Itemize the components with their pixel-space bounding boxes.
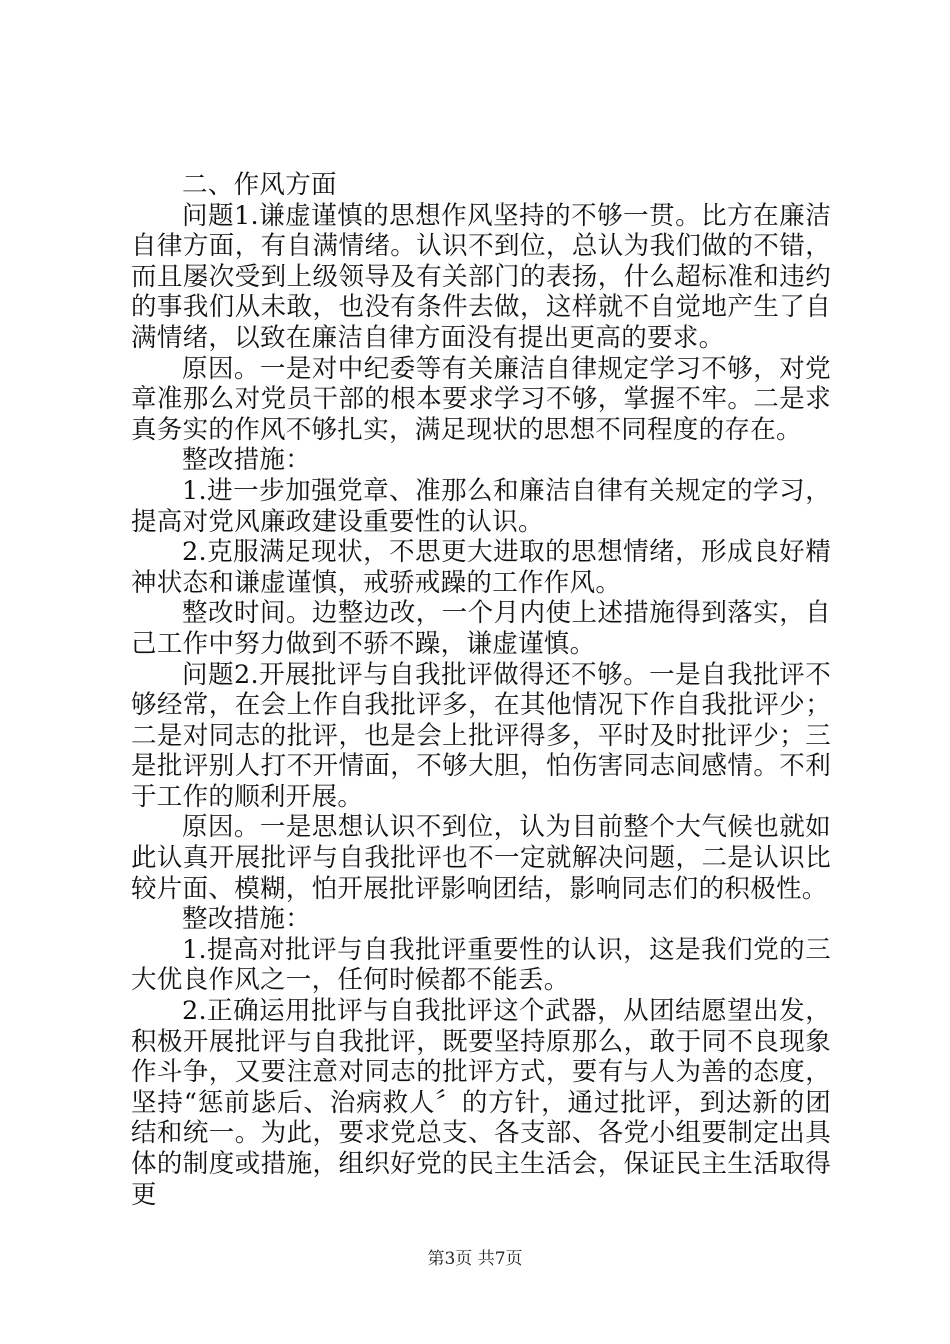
paragraph-timeline-1: 整改时间。边整边改，一个月内使上述措施得到落实，自己工作中努力做到不骄不躁，谦虚谨慎。	[131, 598, 831, 659]
paragraph-cause-2: 原因。一是思想认识不到位，认为目前整个大气候也就如此认真开展批评与自我批评也不一定就解决问题，二是认识比较片面、模糊，怕开展批评影响团结，影响同志们的积极性。	[131, 812, 831, 904]
document-body	[131, 170, 831, 1210]
paragraph-measures-heading-2: 整改措施：	[182, 904, 312, 935]
paragraph-measure-2-1: 1.提高对批评与自我批评重要性的认识，这是我们党的三大优良作风之一，任何时候都不能丢。	[131, 934, 831, 996]
section-heading: 二、作风方面	[182, 170, 337, 200]
paragraph-problem-1: 问题1.谦虚谨慎的思想作风坚持的不够一贯。比方在廉洁自律方面，有自满情绪。认识不到位，总认为我们做的不错，而且屡次受到上级领导及有关部门的表扬，什么超标准和违约的事我们从未敢，也没有条件去做，这样就不自觉地产生了自满情绪，以致在廉洁自律方面没有提出更高的要求。	[131, 200, 831, 353]
page-number-footer: 第3页 共7页	[427, 1249, 523, 1269]
paragraph-cause-1: 原因。一是对中纪委等有关廉洁自律规定学习不够，对党章准那么对党员干部的根本要求学习不够，掌握不牢。二是求真务实的作风不够扎实，满足现状的思想不同程度的存在。	[131, 353, 831, 445]
paragraph-problem-2: 问题2.开展批评与自我批评做得还不够。一是自我批评不够经常，在会上作自我批评多，在其他情况下作自我批评少；二是对同志的批评，也是会上批评得多，平时及时批评少；三是批评别人打不开情面，不够大胆，怕伤害同志间感情。不利于工作的顺利开展。	[131, 659, 831, 812]
paragraph-measure-2-2: 2.正确运用批评与自我批评这个武器，从团结愿望出发，积极开展批评与自我批评，既要坚持原那么，敢于同不良现象作斗争，又要注意对同志的批评方式，要有与人为善的态度，坚持“惩前毖后、治病救人〞的方针，通过批评，到达新的团结和统一。为此，要求党总支、各支部、各党小组要制定出具体的制度或措施，组织好党的民主生活会，保证民主生活取得更	[131, 996, 831, 1210]
paragraph-measures-heading-1: 整改措施：	[182, 445, 312, 476]
paragraph-measure-1-2: 2.克服满足现状，不思更大进取的思想情绪，形成良好精神状态和谦虚谨慎，戒骄戒躁的工作作风。	[131, 537, 831, 598]
paragraph-measure-1-1: 1.进一步加强党章、准那么和廉洁自律有关规定的学习，提高对党风廉政建设重要性的认识。	[131, 475, 831, 537]
